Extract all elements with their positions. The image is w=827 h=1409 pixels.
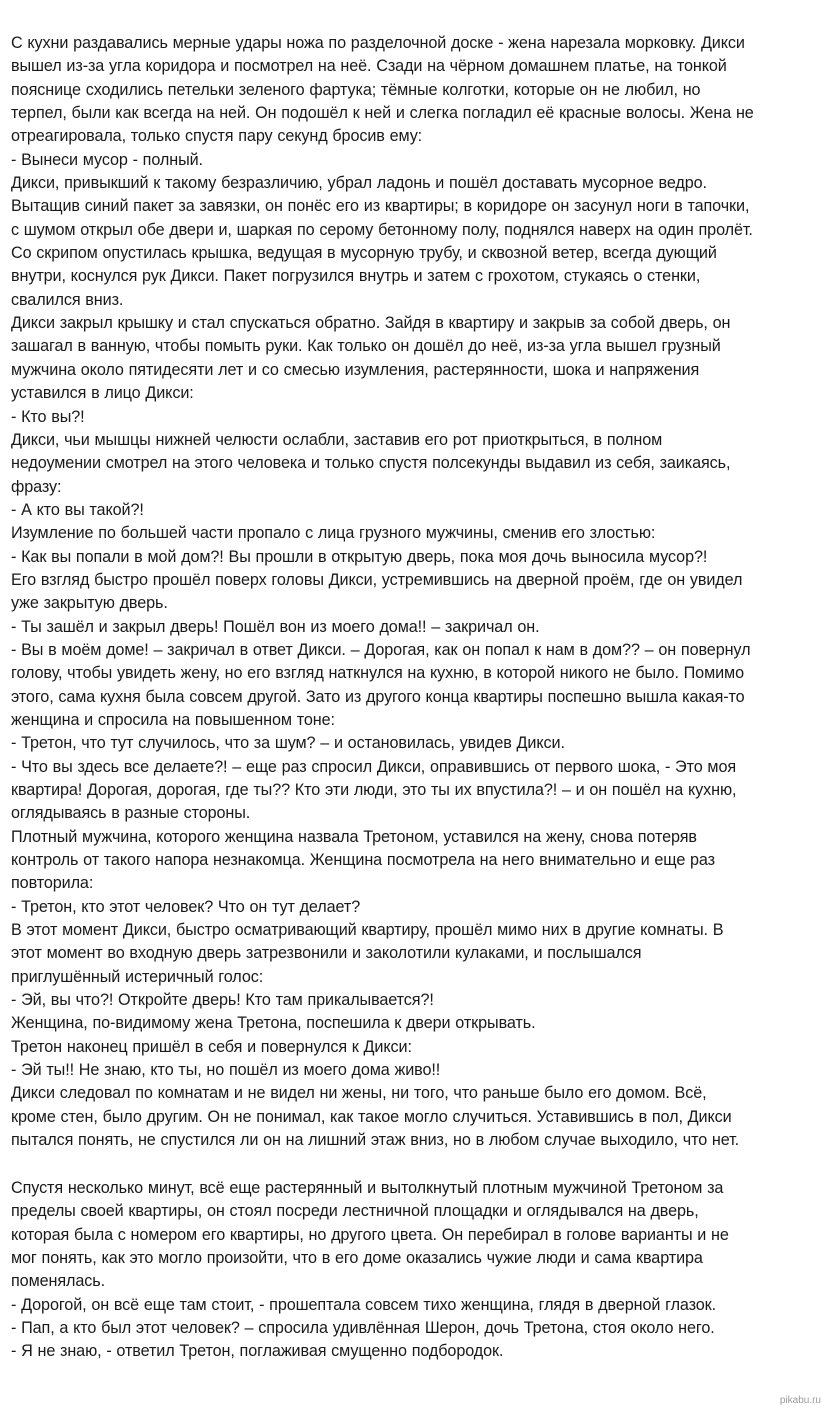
text-line: - Эй, вы что?! Откройте дверь! Кто там прикалывается?! (11, 991, 434, 1010)
text-line: Третон наконец пришёл в себя и повернулся к Дикси: (11, 1037, 412, 1056)
text-line: Дикси, привыкший к такому безразличию, убрал ладонь и пошёл доставать мусорное ведро. (11, 174, 707, 193)
text-line: голову, чтобы увидеть жену, но его взгляд наткнулся на кухню, в которой никого не было. Помимо (11, 664, 744, 683)
text-line: пояснице сходились петельки зеленого фартука; тёмные колготки, которые он не любил, но (11, 80, 701, 99)
text-line: уставился в лицо Дикси: (11, 384, 194, 403)
text-line: зашагал в ванную, чтобы помыть руки. Как только он дошёл до неё, из-за угла вышел грузный (11, 337, 721, 356)
text-line: контроль от такого напора незнакомца. Женщина посмотрела на него внимательно и еще раз (11, 851, 715, 870)
text-line: - Ты зашёл и закрыл дверь! Пошёл вон из моего дома!! – закричал он. (11, 617, 540, 636)
text-line: - Кто вы?! (11, 407, 85, 426)
text-line: Плотный мужчина, которого женщина назвала Третоном, уставился на жену, снова потеряв (11, 827, 697, 846)
text-line: С кухни раздавались мерные удары ножа по разделочной доске - жена нарезала морковку. Дикси (11, 34, 745, 52)
text-line: пытался понять, не спустился ли он на лишний этаж вниз, но в любом случае выходило, что нет. (11, 1131, 740, 1150)
text-line: этого, сама кухня была совсем другой. Зато из другого конца квартиры поспешно вышла какая-то (11, 687, 745, 706)
text-line: уже закрытую дверь. (11, 594, 168, 613)
text-line: - Вынеси мусор - полный. (11, 150, 203, 169)
text-line: оглядываясь в разные стороны. (11, 804, 251, 823)
text-line: - Я не знаю, - ответил Третон, поглаживая смущенно подбородок. (11, 1342, 504, 1361)
text-line: кроме стен, было другим. Он не понимал, как такое могло случиться. Уставившись в пол, Дикси (11, 1107, 732, 1126)
text-line: с шумом открыл обе двери и, шаркая по серому бетонному полу, поднялся наверх на один пролёт. (11, 220, 753, 239)
text-line: мог понять, как это могло произойти, что в его доме оказались чужие люди и сама квартира (11, 1249, 703, 1268)
text-line: этот момент во входную дверь затрезвонили и заколотили кулаками, и послышался (11, 944, 642, 963)
watermark: pikabu.ru (779, 1395, 821, 1406)
story-section-1 (11, 32, 817, 1153)
text-line: отреагировала, только спустя пару секунд бросив ему: (11, 127, 423, 146)
text-line: - А кто вы такой?! (11, 500, 144, 519)
text-line: - Пап, а кто был этот человек? – спросила удивлённая Шерон, дочь Третона, стоя около него. (11, 1319, 715, 1338)
text-line: - Третон, кто этот человек? Что он тут делает? (11, 897, 361, 916)
text-line: недоумении смотрел на этого человека и только спустя полсекунды выдавил из себя, заикаясь, (11, 454, 731, 473)
text-line: внутри, коснулся рук Дикси. Пакет погрузился внутрь и затем с грохотом, стукаясь о стенки, (11, 267, 701, 286)
text-line: Изумление по большей части пропало с лица грузного мужчины, сменив его злостью: (11, 524, 656, 543)
text-line: - Дорогой, он всё еще там стоит, - прошептала совсем тихо женщина, глядя в дверной глазок. (11, 1295, 717, 1314)
text-line: поменялась. (11, 1272, 105, 1291)
text-line: которая была с номером его квартиры, но другого цвета. Он перебирал в голове варианты и не (11, 1225, 729, 1244)
text-line: Его взгляд быстро прошёл поверх головы Дикси, устремившись на дверной проём, где он увидел (11, 570, 743, 589)
text-line: Дикси следовал по комнатам и не видел ни жены, ни того, что раньше было его домом. Всё, (11, 1084, 707, 1103)
text-line: терпел, были как всегда на ней. Он подошёл к ней и слегка погладил её красные волосы. Жена не (11, 104, 754, 123)
text-line: Со скрипом опустилась крышка, ведущая в мусорную трубу, и сквозной ветер, всегда дующий (11, 244, 717, 263)
story-section-2 (11, 1177, 817, 1364)
text-line: Вытащив синий пакет за завязки, он понёс его из квартиры; в коридоре он засунул ноги в тапочки, (11, 197, 750, 216)
text-line: повторила: (11, 874, 94, 893)
text-line: квартира! Дорогая, дорогая, где ты?? Кто эти люди, это ты их впустила?! – и он пошёл на кухню, (11, 781, 737, 799)
text-line: Спустя несколько минут, всё еще растерянный и вытолкнутый плотным мужчиной Третоном за (11, 1179, 724, 1197)
text-line: женщина и спросила на повышенном тоне: (11, 710, 335, 729)
text-line: приглушённый истеричный голос: (11, 967, 264, 986)
text-line: мужчина около пятидесяти лет и со смесью изумления, растерянности, шока и напряжения (11, 360, 700, 379)
text-line: - Как вы попали в мой дом?! Вы прошли в открытую дверь, пока моя дочь выносила мусор?! (11, 547, 708, 566)
text-line: Женщина, по-видимому жена Третона, поспешила к двери открывать. (11, 1014, 536, 1033)
text-line: - Эй ты!! Не знаю, кто ты, но пошёл из моего дома живо!! (11, 1061, 441, 1080)
text-line: пределы своей квартиры, он стоял посреди лестничной площадки и оглядывался на дверь, (11, 1202, 699, 1221)
text-line: - Что вы здесь все делаете?! – еще раз спросил Дикси, оправившись от первого шока, - Это моя (11, 757, 737, 776)
text-line: свалился вниз. (11, 290, 124, 309)
text-line: - Вы в моём доме! – закричал в ответ Дикси. – Дорогая, как он попал к нам в дом?? – он повернул (11, 640, 751, 659)
text-line: вышел из-за угла коридора и посмотрел на неё. Сзади на чёрном домашнем платье, на тонкой (11, 57, 727, 76)
text-line: фразу: (11, 477, 62, 496)
text-line: Дикси, чьи мышцы нижней челюсти ослабли, заставив его рот приоткрыться, в полном (11, 430, 663, 449)
text-line: Дикси закрыл крышку и стал спускаться обратно. Зайдя в квартиру и закрыв за собой дверь, он (11, 314, 731, 333)
text-line: В этот момент Дикси, быстро осматривающий квартиру, прошёл мимо них в другие комнаты. В (11, 921, 724, 940)
text-line: - Третон, что тут случилось, что за шум? – и остановилась, увидев Дикси. (11, 734, 565, 753)
